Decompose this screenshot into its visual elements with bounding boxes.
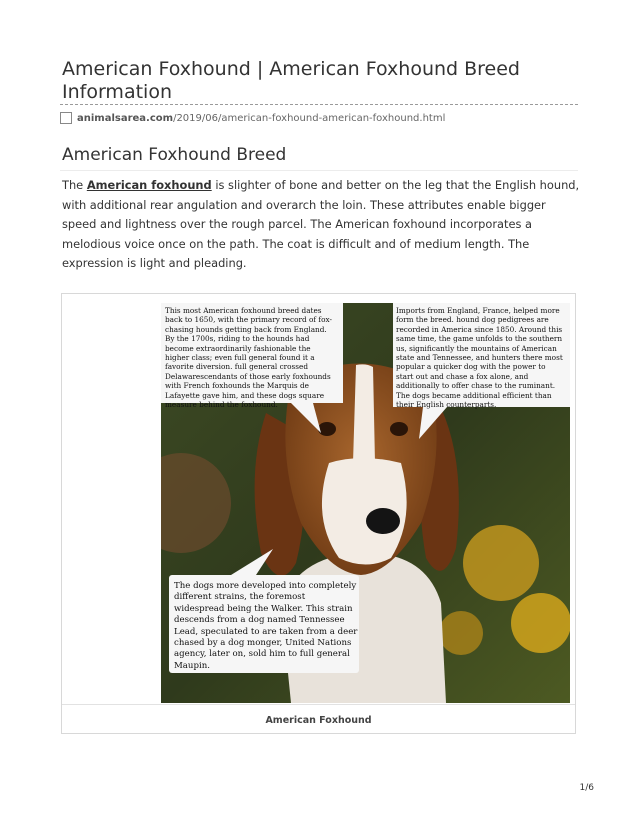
- paragraph-intro: The: [62, 178, 87, 192]
- source-url[interactable]: [60, 112, 445, 124]
- section-heading: American Foxhound Breed: [62, 145, 287, 165]
- figure: [61, 293, 576, 734]
- page-title: American Foxhound | American Foxhound Breed Information: [62, 58, 520, 103]
- speech-bubble-imports: Imports from England, France, helped more form the breed. hound dog pedigrees are recorded in America since 1850. Around this same time, the game unfolds to the southern us, significantly the mountains of American state and Tennessee, and hunters there most popular a quicker dog with the power to start out and chase a fox alone, and additionally to offer chase to the ruminant. The dogs became additional efficient than their English counterparts.: [396, 306, 563, 410]
- page-number: 1/6: [579, 783, 594, 793]
- speech-bubble-strains: The dogs more developed into completely different strains, the foremost widespread being the Walker. This strain descends from a dog named Tennessee Lead, speculated to are taken from a deer chased by a dog monger, United Nations agency, later on, sold him to full general Maupin.: [174, 581, 358, 671]
- source-domain[interactable]: animalsarea.com: [77, 112, 174, 124]
- source-path[interactable]: /2019/06/american-foxhound-american-foxhound.html: [173, 112, 446, 124]
- speech-bubble-history: This most American foxhound breed dates back to 1650, with the primary record of fox-chasing hounds getting back from England. By the 1700s, riding to the hounds had become extraordinarily fashionable the higher class; even full general found it a favorite diversion. full general crossed Delawarescendants of those early foxhounds with French foxhounds the Marquis de Lafayette gave him, and these dogs square measure behind the foxhound.: [165, 306, 332, 410]
- paragraph-body: is slighter of bone and better on the leg that the English hound, with additional rear angulation and overarch the loin. These attributes enable bigger speed and lightness over the rough parcel. The American foxhound incorporates a melodious voice once on the path. The coat is difficult and of medium length. The expression is light and pleading.: [62, 178, 580, 270]
- article-paragraph: [62, 176, 580, 274]
- title-divider: [60, 104, 578, 105]
- caption-divider: [62, 704, 575, 705]
- american-foxhound-link[interactable]: American foxhound: [86, 178, 212, 192]
- foxhound-photo: [161, 303, 570, 703]
- heading-divider: [60, 170, 578, 171]
- favicon-icon: [60, 112, 72, 124]
- figure-caption: American Foxhound: [265, 715, 372, 726]
